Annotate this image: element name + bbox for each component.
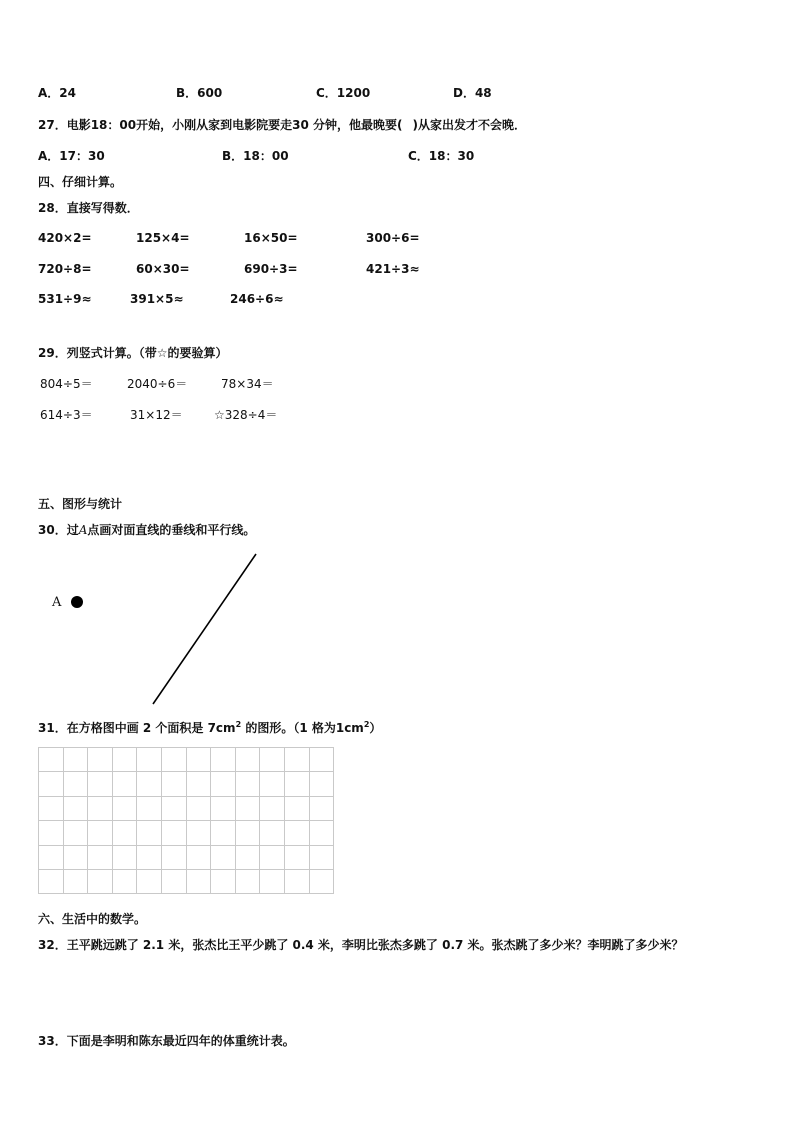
- q27-stem: [38, 116, 526, 133]
- q27-stem-after: )从家出发才不会晚．: [412, 118, 526, 132]
- section5-title: 五、图形与统计: [38, 497, 123, 511]
- q29-item: 78×34＝: [221, 377, 274, 391]
- grid-cell[interactable]: [161, 796, 186, 820]
- grid-cell[interactable]: [186, 869, 211, 893]
- grid-cell[interactable]: [284, 796, 309, 820]
- grid-cell[interactable]: [235, 772, 260, 796]
- q32-stem: 32．王平跳远跳了 2.1 米，张杰比王平少跳了 0.4 米，李明比张杰多跳了 0.7 米。张杰跳了多少米？李明跳了多少米？: [38, 938, 684, 952]
- q28-item: 531÷9≈: [38, 292, 92, 306]
- grid-cell[interactable]: [309, 796, 334, 820]
- grid-cell[interactable]: [211, 845, 236, 869]
- q29-item: 804÷5＝: [40, 377, 93, 391]
- grid-cell[interactable]: [161, 845, 186, 869]
- grid-cell[interactable]: [211, 821, 236, 845]
- grid-cell[interactable]: [235, 821, 260, 845]
- grid-row: [39, 796, 334, 820]
- q28-item: 420×2=: [38, 231, 92, 245]
- grid-cell[interactable]: [309, 821, 334, 845]
- grid-cell[interactable]: [309, 869, 334, 893]
- given-line: [153, 554, 256, 704]
- section6-title: 六、生活中的数学。: [38, 912, 147, 926]
- grid-cell[interactable]: [39, 869, 64, 893]
- q28-item: 16×50=: [244, 231, 298, 245]
- grid-cell[interactable]: [235, 869, 260, 893]
- grid-cell[interactable]: [112, 772, 137, 796]
- q26-option-a: A．24: [38, 86, 76, 100]
- grid-cell[interactable]: [39, 845, 64, 869]
- grid-cell[interactable]: [260, 869, 285, 893]
- q26-option-b: B．600: [176, 86, 223, 100]
- q27-stem-before: 27．电影18：00开始，小刚从家到电影院要走30 分钟，他最晚要(: [38, 118, 403, 132]
- grid-cell[interactable]: [63, 772, 88, 796]
- square-grid[interactable]: [38, 747, 334, 894]
- q29-item: 31×12＝: [130, 408, 183, 422]
- q26-option-c: C．1200: [316, 86, 371, 100]
- grid-cell[interactable]: [260, 772, 285, 796]
- grid-cell[interactable]: [161, 772, 186, 796]
- grid-cell[interactable]: [137, 845, 162, 869]
- grid-cell[interactable]: [161, 821, 186, 845]
- q28-item: 300÷6=: [366, 231, 420, 245]
- grid-cell[interactable]: [186, 845, 211, 869]
- grid-cell[interactable]: [88, 845, 113, 869]
- grid-cell[interactable]: [284, 748, 309, 772]
- grid-cell[interactable]: [88, 796, 113, 820]
- grid-cell[interactable]: [112, 796, 137, 820]
- point-a-label: A: [52, 595, 62, 610]
- grid-cell[interactable]: [63, 869, 88, 893]
- grid-cell[interactable]: [63, 821, 88, 845]
- grid-cell[interactable]: [112, 748, 137, 772]
- q31-stem: [38, 719, 381, 736]
- q30-stem-before: 30．过: [38, 523, 79, 537]
- grid-cell[interactable]: [161, 748, 186, 772]
- section4-title: 四、仔细计算。: [38, 175, 123, 189]
- grid-cell[interactable]: [284, 869, 309, 893]
- grid-cell[interactable]: [186, 772, 211, 796]
- grid-cell[interactable]: [161, 869, 186, 893]
- grid-cell[interactable]: [88, 772, 113, 796]
- grid-cell[interactable]: [211, 869, 236, 893]
- grid-cell[interactable]: [88, 821, 113, 845]
- grid-cell[interactable]: [39, 796, 64, 820]
- grid-cell[interactable]: [186, 748, 211, 772]
- grid-cell[interactable]: [211, 772, 236, 796]
- q28-item: 246÷6≈: [230, 292, 284, 306]
- grid-cell[interactable]: [137, 821, 162, 845]
- grid-cell[interactable]: [235, 748, 260, 772]
- q28-item: 720÷8=: [38, 262, 92, 276]
- grid-row: [39, 845, 334, 869]
- grid-cell[interactable]: [88, 748, 113, 772]
- grid-cell[interactable]: [39, 772, 64, 796]
- q30-stem: [38, 521, 255, 538]
- q28-stem: 28．直接写得数．: [38, 201, 139, 215]
- grid-row: [39, 748, 334, 772]
- grid-cell[interactable]: [284, 821, 309, 845]
- grid-cell[interactable]: [112, 821, 137, 845]
- grid-cell[interactable]: [186, 796, 211, 820]
- grid-cell[interactable]: [235, 845, 260, 869]
- grid-cell[interactable]: [39, 821, 64, 845]
- q31-stem-b: 的图形。（1 格为1cm: [241, 721, 364, 735]
- q28-item: 391×5≈: [130, 292, 184, 306]
- q30-figure: [0, 540, 300, 720]
- q30-stem-after: 点画对面直线的垂线和平行线。: [87, 523, 256, 537]
- q27-option-b: B．18：00: [222, 149, 289, 163]
- q27-option-a: A．17：30: [38, 149, 105, 163]
- grid-cell[interactable]: [260, 845, 285, 869]
- grid-cell[interactable]: [137, 772, 162, 796]
- q30-point-var: A: [78, 523, 88, 537]
- grid-cell[interactable]: [284, 772, 309, 796]
- grid-cell[interactable]: [88, 869, 113, 893]
- q29-stem: 29．列竖式计算。（带☆的要验算）: [38, 346, 228, 360]
- grid-cell[interactable]: [39, 748, 64, 772]
- q33-stem: 33．下面是李明和陈东最近四年的体重统计表。: [38, 1034, 295, 1048]
- q28-item: 60×30=: [136, 262, 190, 276]
- q26-option-d: D．48: [453, 86, 492, 100]
- q29-item: ☆328÷4＝: [214, 408, 278, 422]
- grid-cell[interactable]: [63, 845, 88, 869]
- grid-row: [39, 772, 334, 796]
- q28-item: 125×4=: [136, 231, 190, 245]
- grid-cell[interactable]: [63, 748, 88, 772]
- grid-cell[interactable]: [137, 869, 162, 893]
- grid-cell[interactable]: [112, 869, 137, 893]
- grid-cell[interactable]: [137, 796, 162, 820]
- grid-cell[interactable]: [260, 796, 285, 820]
- grid-cell[interactable]: [260, 821, 285, 845]
- grid-row: [39, 821, 334, 845]
- point-a-dot: [71, 596, 83, 608]
- grid-cell[interactable]: [260, 748, 285, 772]
- grid-cell[interactable]: [137, 748, 162, 772]
- q31-sup2: 2: [363, 720, 370, 729]
- grid-cell[interactable]: [112, 845, 137, 869]
- grid-cell[interactable]: [309, 772, 334, 796]
- grid-cell[interactable]: [186, 821, 211, 845]
- q31-stem-c: ）: [369, 721, 382, 735]
- q31-stem-a: 31．在方格图中画 2 个面积是 7cm: [38, 721, 236, 735]
- grid-row: [39, 869, 334, 893]
- grid-cell[interactable]: [309, 748, 334, 772]
- q29-item: 2040÷6＝: [127, 377, 188, 391]
- q29-item: 614÷3＝: [40, 408, 93, 422]
- q28-item: 421÷3≈: [366, 262, 420, 276]
- grid-cell[interactable]: [63, 796, 88, 820]
- grid-cell[interactable]: [211, 796, 236, 820]
- q27-option-c: C．18：30: [408, 149, 475, 163]
- grid-cell[interactable]: [211, 748, 236, 772]
- q28-item: 690÷3=: [244, 262, 298, 276]
- q31-sup1: 2: [235, 720, 242, 729]
- grid-cell[interactable]: [235, 796, 260, 820]
- grid-cell[interactable]: [284, 845, 309, 869]
- grid-cell[interactable]: [309, 845, 334, 869]
